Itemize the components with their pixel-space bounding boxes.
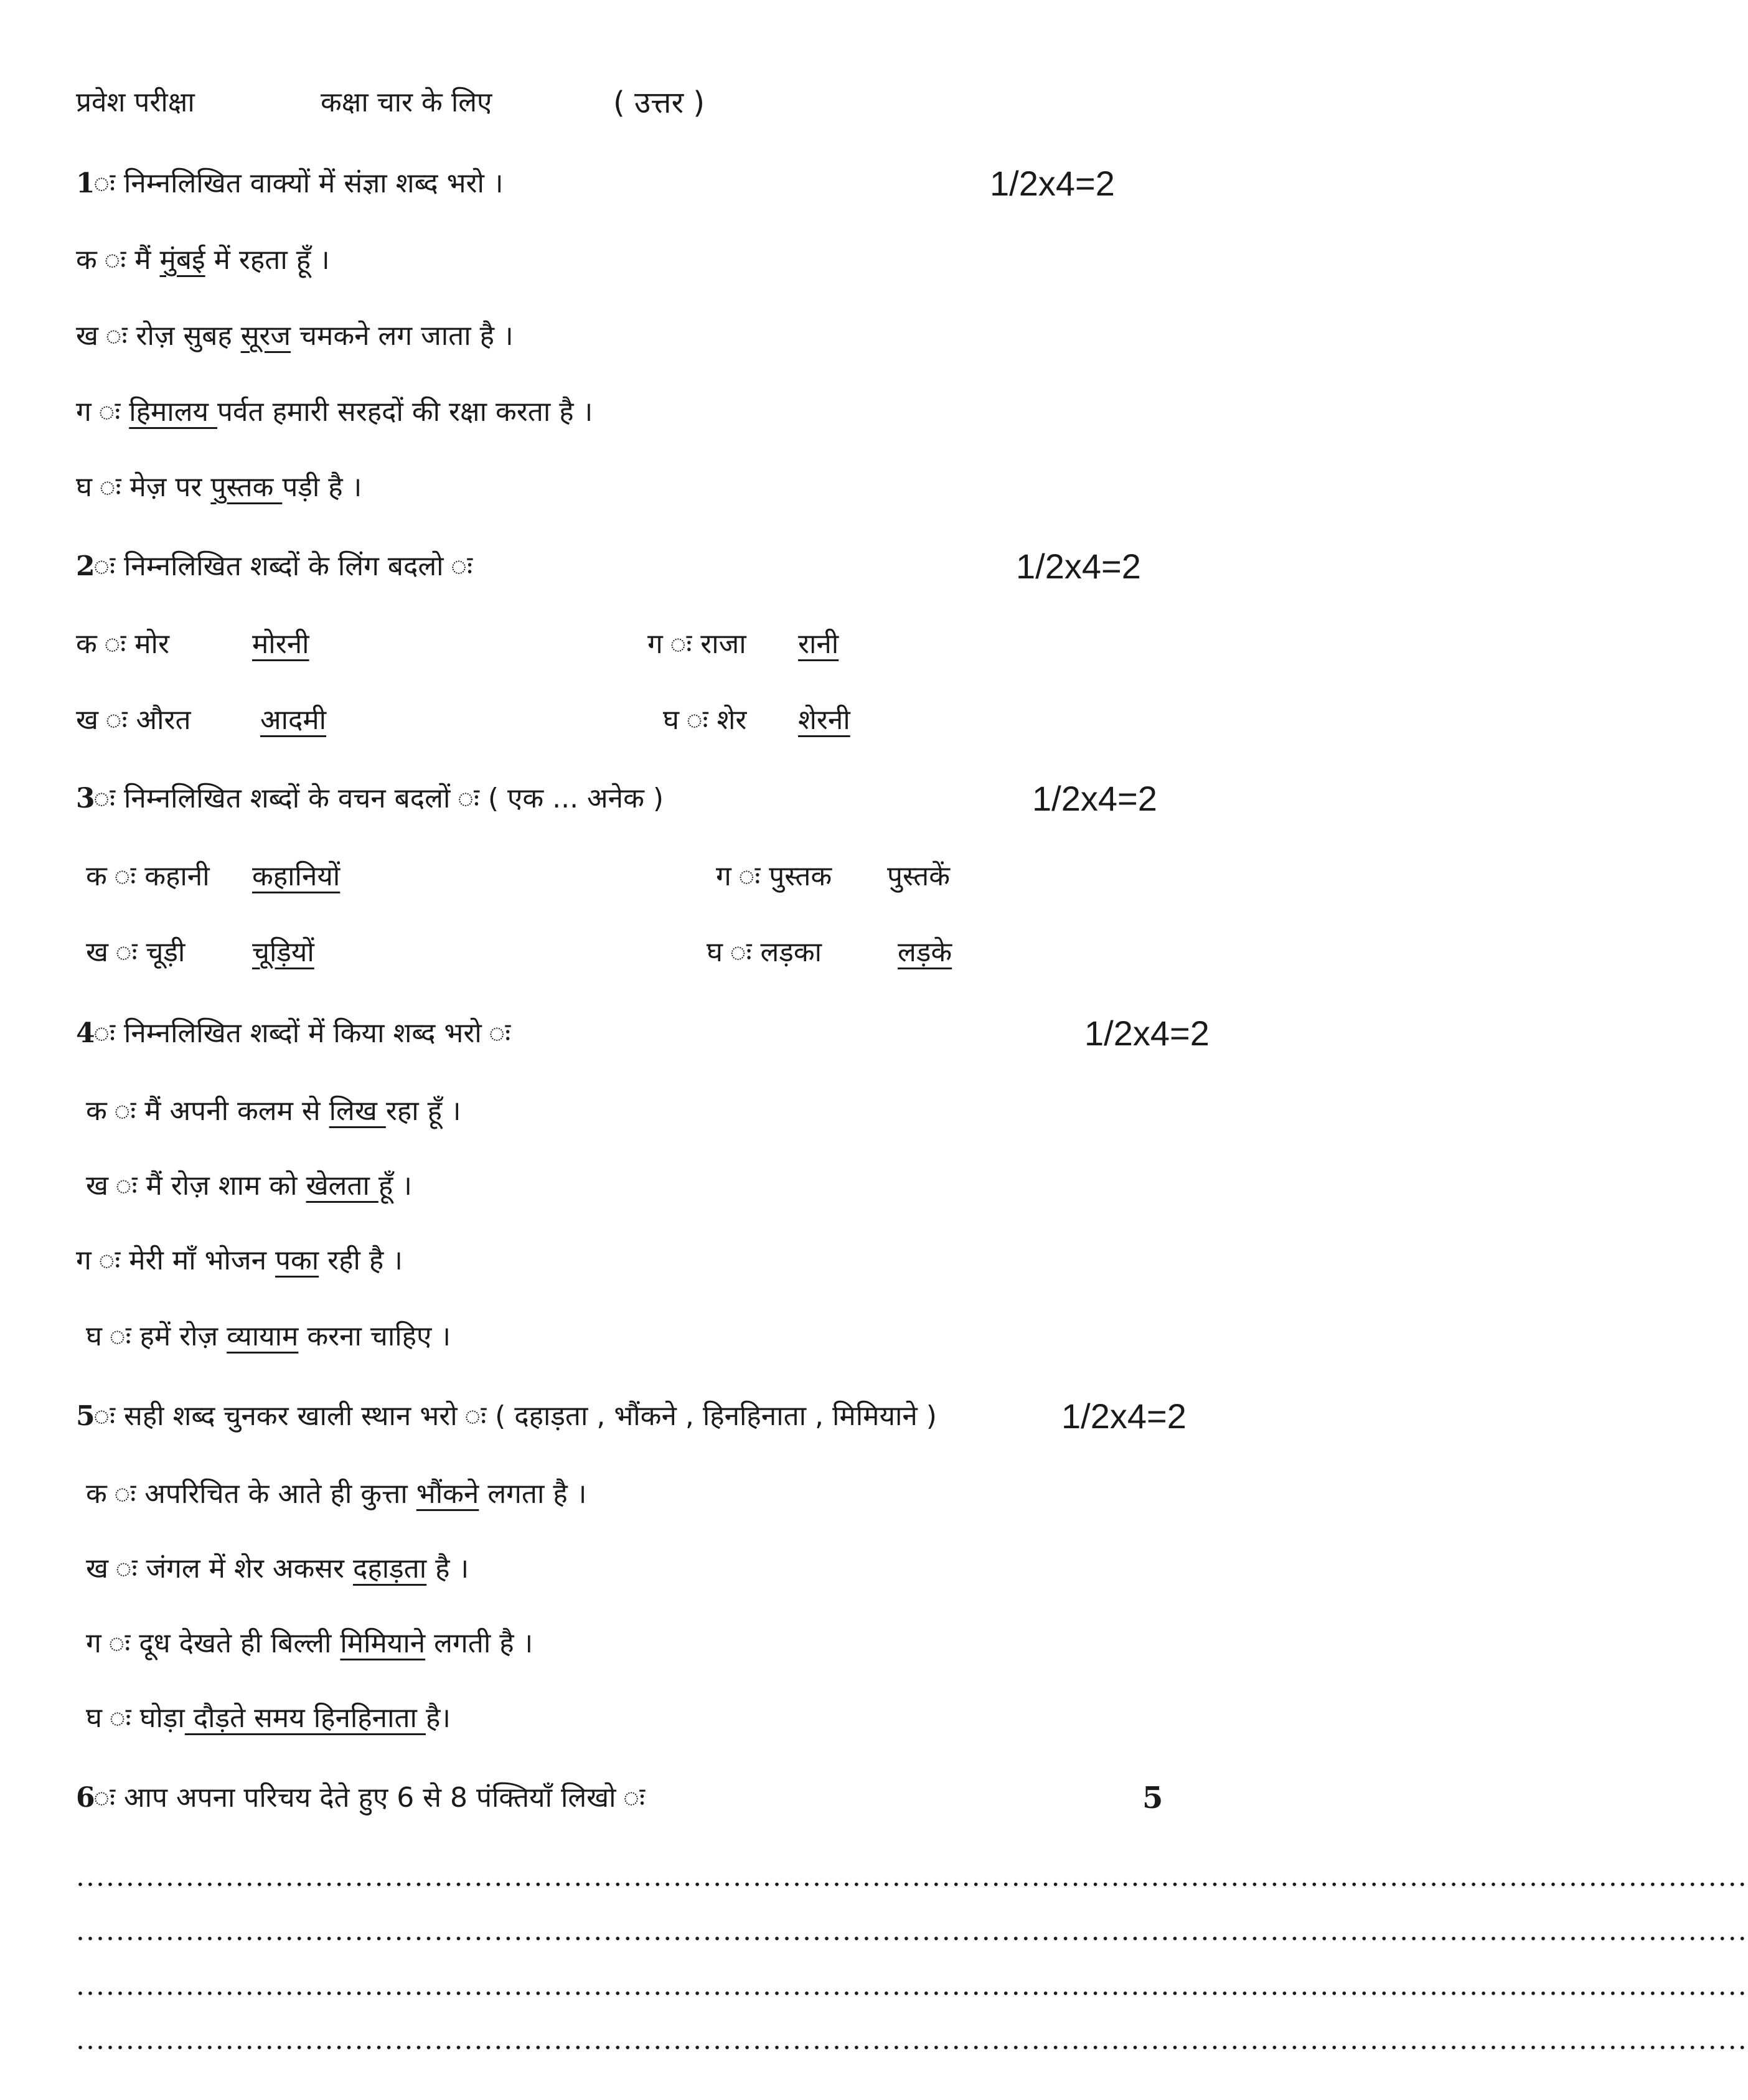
item-suffix: रही है । — [319, 1245, 403, 1276]
item-suffix: पड़ी है । — [282, 471, 362, 503]
q5-item-ga — [0, 1619, 1275, 1669]
exam-title: प्रवेश परीक्षा — [76, 87, 195, 118]
word-label: क ः मोर — [76, 628, 169, 660]
q5-number: 5 — [76, 1400, 95, 1432]
q4-item-ga — [0, 1236, 1275, 1286]
item-prefix: घ ः हमें रोज़ — [86, 1321, 227, 1352]
word-label: ख ः औरत — [76, 704, 191, 736]
item-suffix: पर्वत हमारी सरहदों की रक्षा करता है । — [217, 396, 593, 428]
item-prefix: ख ः मैं रोज़ शाम को — [86, 1170, 306, 1202]
answer-text: मुंबई — [159, 244, 205, 276]
writing-line-4: ........................................................................................................................................................................ — [76, 2024, 1748, 2056]
word-label: क ः कहानी — [86, 860, 210, 892]
item-prefix: घ ः घोड़ा — [86, 1702, 185, 1734]
q3-heading — [0, 774, 1275, 824]
q6-number: 6 — [76, 1782, 95, 1814]
q3-row-1 — [0, 852, 1275, 902]
answer-text: हिमालय — [129, 396, 218, 428]
q2-number: 2 — [76, 550, 95, 582]
item-suffix: करना चाहिए । — [298, 1321, 451, 1352]
q5-item-gha — [0, 1693, 1275, 1743]
item-prefix: ख ः रोज़ सुबह — [76, 320, 241, 352]
q2-row-1 — [0, 619, 1275, 669]
word-label: ग ः राजा — [647, 628, 746, 660]
q4-heading — [0, 1009, 1275, 1058]
q3-text: ः निम्नलिखित शब्दों के वचन बदलों ः ( एक ... अनेक ) — [93, 783, 664, 814]
item-suffix: है। — [425, 1702, 451, 1734]
item-suffix: लगता है । — [479, 1478, 587, 1510]
answer-text: पका — [275, 1245, 319, 1276]
q1-item-kha — [0, 311, 1275, 361]
answer-text: दौड़ते समय हिनहिनाता — [184, 1702, 426, 1734]
answer-text: भौंकने — [416, 1478, 479, 1510]
answer-text: व्यायाम — [227, 1321, 299, 1352]
answer-text: लड़के — [898, 936, 952, 968]
item-prefix: क ः मैं अपनी कलम से — [86, 1095, 329, 1127]
item-prefix: ग ः — [76, 396, 129, 428]
word-label: ग ः पुस्तक — [716, 860, 832, 892]
item-prefix: घ ः मेज़ पर — [76, 471, 211, 503]
q4-marks: 1/2x4=2 — [1084, 1014, 1210, 1053]
answer-text: मिमियाने — [340, 1627, 426, 1659]
class-label: कक्षा चार के लिए — [321, 87, 492, 118]
item-suffix: है । — [426, 1553, 469, 1584]
answer-text: कहानियों — [252, 860, 341, 892]
answer-text: सूरज — [240, 320, 291, 352]
answer-text: चूड़ियों — [252, 936, 314, 968]
q3-number: 3 — [76, 783, 95, 814]
q1-marks: 1/2x4=2 — [990, 164, 1115, 203]
q5-text: ः सही शब्द चुनकर खाली स्थान भरो ः ( दहाड़ता , भौंकने , हिनहिनाता , मिमियाने ) — [93, 1400, 937, 1432]
q5-marks: 1/2x4=2 — [1061, 1396, 1186, 1436]
q2-row-2 — [0, 695, 1275, 745]
q1-item-gha — [0, 463, 1275, 512]
item-suffix: चमकने लग जाता है । — [291, 320, 514, 352]
item-suffix: में रहता हूँ । — [205, 244, 330, 276]
writing-line-1: ........................................................................................................................................................................ — [76, 1861, 1748, 1893]
word-label: घ ः लड़का — [707, 936, 822, 968]
answer-text: पुस्तक — [210, 471, 283, 503]
header-line — [0, 78, 1275, 128]
q6-text: ः आप अपना परिचय देते हुए 6 से 8 पंक्तियाँ लिखो ः — [93, 1782, 646, 1814]
writing-line-2: ........................................................................................................................................................................ — [76, 1915, 1748, 1947]
answer-text: शेरनी — [798, 704, 850, 736]
item-prefix: ख ः जंगल में शेर अकसर — [86, 1553, 354, 1584]
item-prefix: ग ः दूध देखते ही बिल्ली — [86, 1627, 341, 1659]
item-prefix: ग ः मेरी माँ भोजन — [76, 1245, 275, 1276]
q2-marks: 1/2x4=2 — [1016, 547, 1141, 586]
answer-text: मोरनी — [252, 628, 309, 660]
q1-item-ga — [0, 387, 1275, 437]
answer-text: रानी — [798, 628, 839, 660]
q1-number: 1 — [76, 167, 95, 199]
word-label: ख ः चूड़ी — [86, 936, 186, 968]
item-prefix: क ः मैं — [76, 244, 160, 276]
item-prefix: क ः अपरिचित के आते ही कुत्ता — [86, 1478, 416, 1510]
q3-row-2 — [0, 928, 1275, 977]
answer-text: दहाड़ता — [353, 1553, 427, 1584]
writing-line-3: ........................................................................................................................................................................ — [76, 1970, 1748, 2002]
q5-item-ka — [0, 1469, 1275, 1519]
answer-text: लिख — [329, 1095, 386, 1127]
q3-marks: 1/2x4=2 — [1032, 779, 1157, 818]
q6-heading — [0, 1773, 1275, 1823]
q6-marks: 5 — [1142, 1781, 1163, 1815]
item-suffix: लगती है । — [425, 1627, 533, 1659]
q4-text: ः निम्नलिखित शब्दों में किया शब्द भरो ः — [93, 1017, 511, 1049]
q1-heading — [0, 159, 1275, 209]
q1-item-ka — [0, 235, 1275, 285]
q4-item-kha — [0, 1161, 1275, 1211]
item-suffix: हूँ । — [378, 1170, 412, 1202]
answer-label: ( उत्तर ) — [613, 85, 705, 120]
q4-item-ka — [0, 1086, 1275, 1136]
q5-item-kha — [0, 1544, 1275, 1594]
q4-item-gha — [0, 1312, 1275, 1362]
answer-text: पुस्तकें — [887, 860, 950, 892]
q4-number: 4 — [76, 1017, 95, 1049]
answer-text: आदमी — [260, 704, 327, 736]
answer-text: खेलता — [306, 1170, 378, 1202]
word-label: घ ः शेर — [663, 704, 747, 736]
q2-heading — [0, 542, 1275, 591]
item-suffix: रहा हूँ । — [385, 1095, 461, 1127]
q1-text: ः निम्नलिखित वाक्यों में संज्ञा शब्द भरो । — [93, 167, 504, 199]
q2-text: ः निम्नलिखित शब्दों के लिंग बदलो ः — [93, 550, 473, 582]
q5-heading — [0, 1391, 1275, 1441]
